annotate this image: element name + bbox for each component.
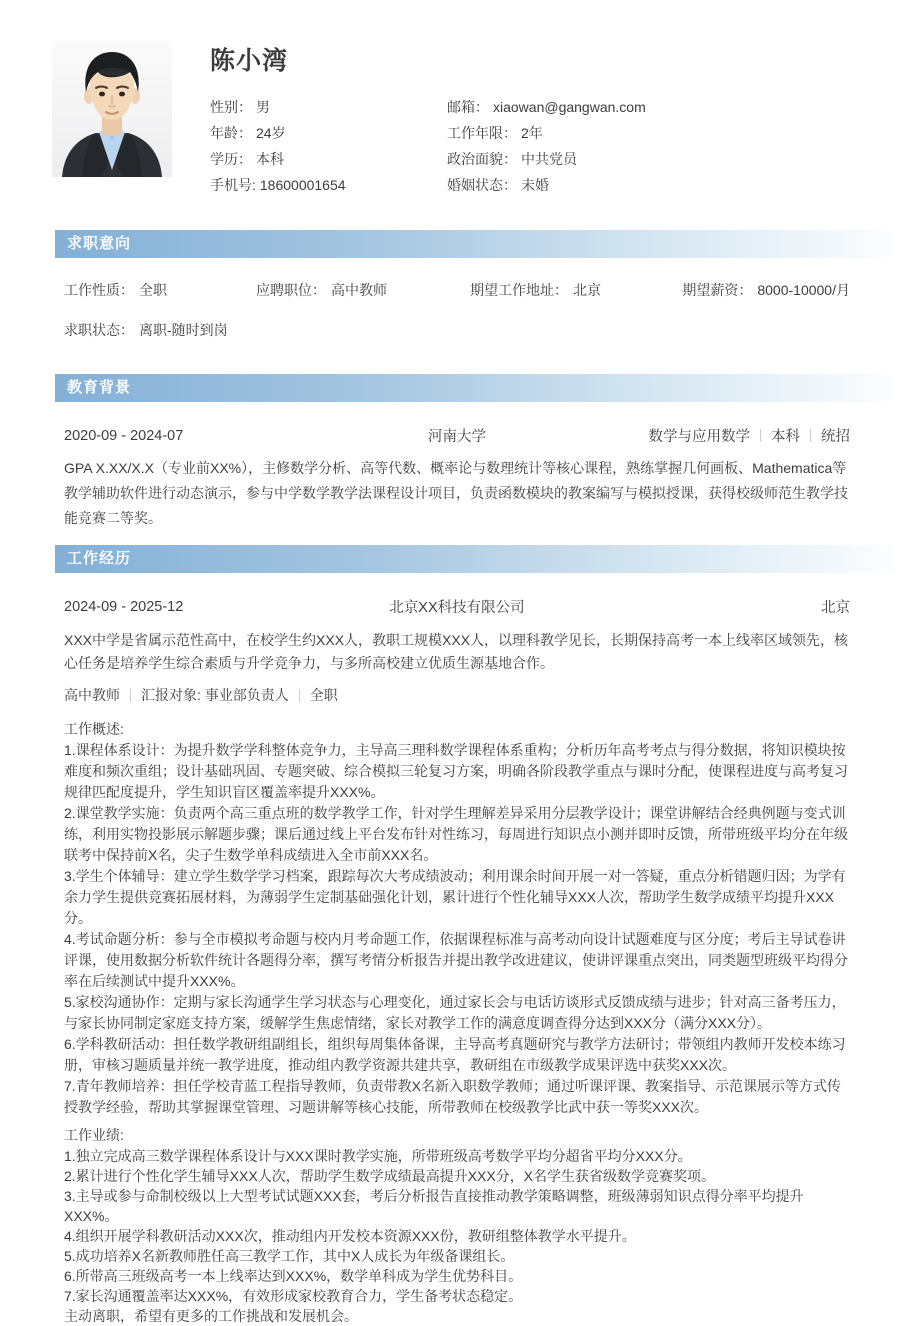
section-work-experience bbox=[0, 596, 900, 1326]
personal-info-right-column bbox=[447, 94, 870, 198]
work-report-to: 汇报对象: 事业部负责人 bbox=[141, 687, 289, 703]
work-overview-list bbox=[64, 740, 850, 1118]
profile-photo-illustration bbox=[52, 40, 172, 177]
info-value: 24岁 bbox=[256, 125, 286, 141]
work-achievements-title: 工作业绩: bbox=[64, 1127, 124, 1143]
section-education bbox=[0, 425, 900, 531]
work-overview-item: 6.学科教研活动：担任数学教研组副组长，组织每周集体备课，主导高考真题研究与教学方法研讨；带领组内教师开发校本练习册，审核习题质量并统一教学进度，推动组内教学资源共建共享，教研组在市级教学成果评选中获奖XXX次。 bbox=[64, 1036, 846, 1073]
work-overview-item: 3.学生个体辅导：建立学生数学学习档案，跟踪每次大考成绩波动；利用课余时间开展一对一答疑，重点分析错题归因；为学有余力学生提供竞赛拓展材料，为薄弱学生定制基础强化计划，累计进行个性化辅导XXX人次，帮助学生数学成绩平均提升XXX分。 bbox=[64, 868, 846, 926]
personal-info-row bbox=[447, 146, 870, 172]
work-meta-row bbox=[64, 596, 850, 617]
work-job-type: 全职 bbox=[309, 687, 338, 703]
education-period: 2020-09 - 2024-07 bbox=[64, 427, 184, 444]
work-achievement-item: 2.累计进行个性化学生辅导XXX人次，帮助学生数学成绩最高提升XXX分，X名学生获省级数学竞赛奖项。 bbox=[64, 1168, 716, 1184]
section-header-work-experience bbox=[55, 545, 898, 573]
info-value: xiaowan@gangwan.com bbox=[493, 99, 646, 115]
field-label: 应聘职位： bbox=[256, 282, 326, 298]
work-role-row bbox=[64, 685, 850, 705]
section-title: 工作经历 bbox=[67, 550, 132, 567]
personal-info-row bbox=[447, 120, 870, 146]
field-value: 高中教师 bbox=[331, 282, 387, 298]
education-description: GPA X.XX/X.X（专业前XX%），主修数学分析、高等代数、概率论与数理统计等核心课程，熟练掌握几何画板、Mathematica等教学辅助软件进行动态演示，参与中学数学教学法课程设计项目，负责函数模块的教案编写与模拟授课，获得校级师范生教学技能竞赛二等奖。 bbox=[64, 460, 848, 526]
personal-info-grid bbox=[210, 94, 870, 198]
info-value: 18600001654 bbox=[259, 177, 346, 193]
education-degree: 本科 bbox=[771, 429, 800, 445]
work-achievement-item: 1.独立完成高三数学课程体系设计与XXX课时教学实施，所带班级高考数学平均分超省平均分XXX分。 bbox=[64, 1148, 692, 1164]
personal-info-row bbox=[210, 146, 447, 172]
personal-info-row bbox=[447, 172, 870, 198]
field-label: 工作性质： bbox=[64, 282, 134, 298]
education-school: 河南大学 bbox=[427, 429, 486, 445]
info-value: 中共党员 bbox=[521, 151, 577, 167]
job-intent-pair bbox=[256, 280, 470, 300]
company-introduction: XXX中学是省属示范性高中，在校学生约XXX人，教职工规模XXX人，以理科教学见长，长期保持高考一本上线率区域领先，核心任务是培养学生综合素质与升学竞争力，与多所高校建立优质生源基地合作。 bbox=[64, 632, 849, 671]
identity-block bbox=[210, 40, 870, 198]
work-achievements-list bbox=[64, 1146, 850, 1306]
job-intent-fields bbox=[64, 280, 850, 300]
education-major: 数学与应用数学 bbox=[648, 429, 750, 445]
education-degree-info bbox=[591, 425, 850, 446]
resignation-note: 主动离职，希望有更多的工作挑战和发展机会。 bbox=[64, 1308, 358, 1324]
field-label: 期望工作地址： bbox=[470, 282, 568, 298]
personal-info-row bbox=[210, 94, 447, 120]
personal-info-left-column bbox=[210, 94, 447, 198]
work-overview-item: 1.课程体系设计：为提升数学学科整体竞争力，主导高三理科数学课程体系重构；分析历年高考考点与得分数据，将知识模块按难度和频次重组；设计基础巩固、专题突破、综合模拟三轮复习方案，明确各阶段教学重点与课时分配，使课程进度与高考复习规律匹配度提升，学生知识盲区覆盖率提升XXX%。 bbox=[64, 742, 848, 800]
work-achievement-item: 5.成功培养X名新教师胜任高三教学工作，其中X人成长为年级备课组长。 bbox=[64, 1248, 515, 1264]
field-value: 北京 bbox=[573, 282, 601, 298]
personal-info-row bbox=[210, 172, 447, 198]
section-title: 求职意向 bbox=[67, 235, 132, 252]
work-achievement-item: 3.主导或参与命制校级以上大型考试试题XXX套，考后分析报告直接推动教学策略调整，班级薄弱知识点得分率平均提升XXX%。 bbox=[64, 1188, 804, 1224]
info-label: 性别： bbox=[210, 99, 252, 115]
work-overview-item: 5.家校沟通协作：定期与家长沟通学生学习状态与心理变化，通过家长会与电话访谈形式反馈成绩与进步；针对高三备考压力，与家长协同制定家庭支持方案，缓解学生焦虑情绪，家长对教学工作的满意度调查得分达到XXX分（满分XXX分）。 bbox=[64, 994, 846, 1031]
job-intent-pair bbox=[682, 280, 850, 300]
candidate-name: 陈小湾 bbox=[210, 47, 289, 75]
work-overview-item: 7.青年教师培养：担任学校青蓝工程指导教师，负责带教X名新入职数学教师；通过听课评课、教案指导、示范课展示等方式传授教学经验，帮助其掌握课堂管理、习题讲解等核心技能，所带教师在校级教学比武中获一等奖XXX次。 bbox=[64, 1078, 842, 1115]
job-status-row bbox=[64, 320, 850, 340]
work-achievement-item: 6.所带高三班级高考一本上线率达到XXX%，数学单科成为学生优势科目。 bbox=[64, 1268, 523, 1284]
field-label: 期望薪资： bbox=[682, 282, 753, 298]
separator bbox=[130, 689, 131, 702]
info-label: 手机号: bbox=[210, 177, 256, 193]
section-header-education bbox=[55, 374, 898, 402]
info-label: 婚姻状态： bbox=[447, 177, 517, 193]
info-value: 未婚 bbox=[521, 177, 549, 193]
info-label: 邮箱： bbox=[447, 99, 489, 115]
info-label: 学历： bbox=[210, 151, 252, 167]
separator bbox=[760, 429, 761, 442]
field-value: 全职 bbox=[139, 282, 167, 298]
section-header-job-intent bbox=[55, 230, 898, 258]
work-achievement-item: 7.家长沟通覆盖率达XXX%，有效形成家校教育合力，学生备考状态稳定。 bbox=[64, 1288, 523, 1304]
work-overview-title: 工作概述: bbox=[64, 721, 124, 737]
info-label: 年龄： bbox=[210, 125, 252, 141]
section-job-intent bbox=[0, 280, 900, 340]
work-period: 2024-09 - 2025-12 bbox=[64, 598, 184, 615]
profile-photo bbox=[52, 40, 172, 177]
separator bbox=[299, 689, 300, 702]
work-location: 北京 bbox=[821, 600, 850, 616]
job-intent-pair bbox=[470, 280, 682, 300]
job-intent-pair bbox=[64, 280, 256, 300]
info-label: 工作年限： bbox=[447, 125, 517, 141]
work-position: 高中教师 bbox=[64, 687, 120, 703]
info-value: 男 bbox=[256, 99, 270, 115]
education-meta-row bbox=[64, 425, 850, 446]
field-label: 求职状态： bbox=[64, 322, 134, 338]
field-value: 离职-随时到岗 bbox=[139, 322, 228, 338]
work-achievement-item: 4.组织开展学科教研活动XXX次，推动组内开发校本资源XXX份，教研组整体教学水平提升。 bbox=[64, 1228, 636, 1244]
work-company: 北京XX科技有限公司 bbox=[389, 600, 525, 616]
section-title: 教育背景 bbox=[67, 379, 132, 396]
info-value: 本科 bbox=[256, 151, 284, 167]
resume-header bbox=[0, 0, 900, 198]
personal-info-row bbox=[210, 120, 447, 146]
work-overview-item: 4.考试命题分析：参与全市模拟考命题与校内月考命题工作，依据课程标准与高考动向设计试题难度与区分度；考后主导试卷讲评课，使用数据分析软件统计各题得分率，撰写考情分析报告并提出教学改进建议，使讲评课重点突出，同类题型班级平均得分率在后续测试中提升XXX%。 bbox=[64, 931, 848, 989]
education-enroll-type: 统招 bbox=[821, 429, 850, 445]
work-overview-item: 2.课堂教学实施：负责两个高三重点班的数学教学工作，针对学生理解差异采用分层教学设计；课堂讲解结合经典例题与变式训练，利用实物投影展示解题步骤；课后通过线上平台发布针对性练习，每周进行知识点小测并即时反馈，所带班级平均分在年级联考中保持前X名，尖子生数学单科成绩进入全市前XXX名。 bbox=[64, 805, 848, 863]
info-value: 2年 bbox=[521, 125, 543, 141]
separator bbox=[810, 429, 811, 442]
info-label: 政治面貌： bbox=[447, 151, 517, 167]
field-value: 8000-10000/月 bbox=[757, 282, 850, 298]
personal-info-row bbox=[447, 94, 870, 120]
